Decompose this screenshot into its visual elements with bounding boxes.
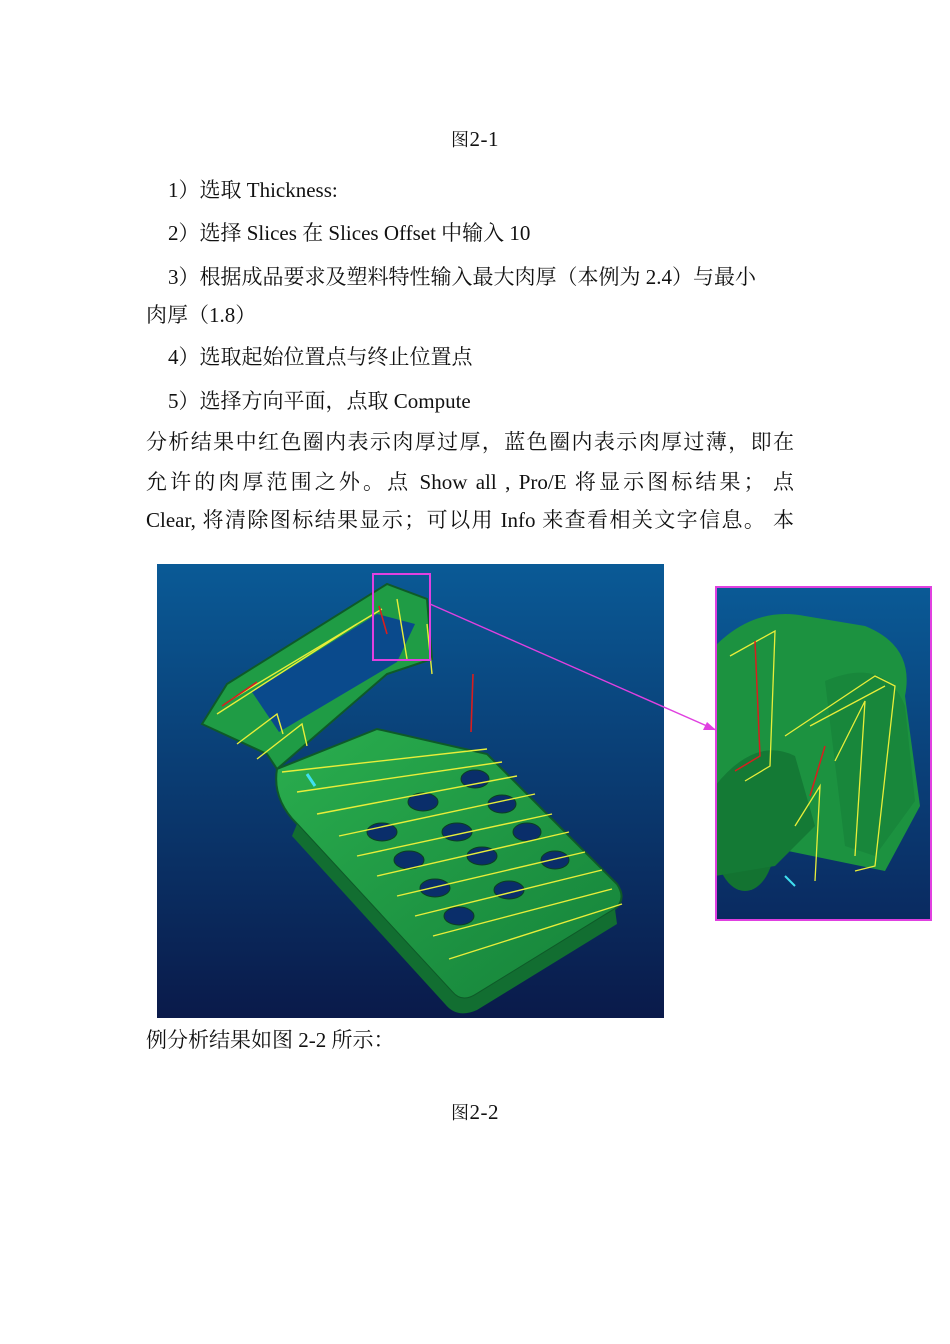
figure-caption-2-1: [0, 126, 950, 152]
figure-caption-number: 2-2: [469, 1100, 499, 1124]
step-4: 4）选取起始位置点与终止位置点: [168, 345, 473, 369]
step-2: 2）选择 Slices 在 Slices Offset 中输入 10: [168, 221, 531, 245]
figure-caption-2-2: [0, 1099, 950, 1125]
step-5: 5）选择方向平面，点取 Compute: [168, 389, 471, 413]
figure-caption-prefix: 图: [451, 130, 470, 150]
step-3: 3）根据成品要求及塑料特性输入最大肉厚（本例为 2.4）与最小: [168, 265, 756, 289]
analysis-line-3: Clear, 将清除图标结果显示；可以用 Info 来查看相关文字信息。 本: [146, 508, 794, 532]
analysis-line-2: 允许的肉厚范围之外。点 Show all , Pro/E 将显示图标结果； 点: [146, 470, 794, 494]
thickness-analysis-image: [157, 564, 664, 1018]
analysis-line-1: 分析结果中红色圈内表示肉厚过厚，蓝色圈内表示肉厚过薄，即在: [146, 430, 794, 454]
figure-caption-number: 2-1: [469, 127, 499, 151]
zoom-inset-image: [715, 586, 932, 921]
step-3-continuation: 肉厚（1.8）: [146, 303, 257, 327]
analysis-line-4: 例分析结果如图 2-2 所示：: [146, 1028, 395, 1052]
step-1: 1）选取 Thickness:: [168, 178, 338, 202]
figure-caption-prefix: 图: [451, 1103, 470, 1123]
